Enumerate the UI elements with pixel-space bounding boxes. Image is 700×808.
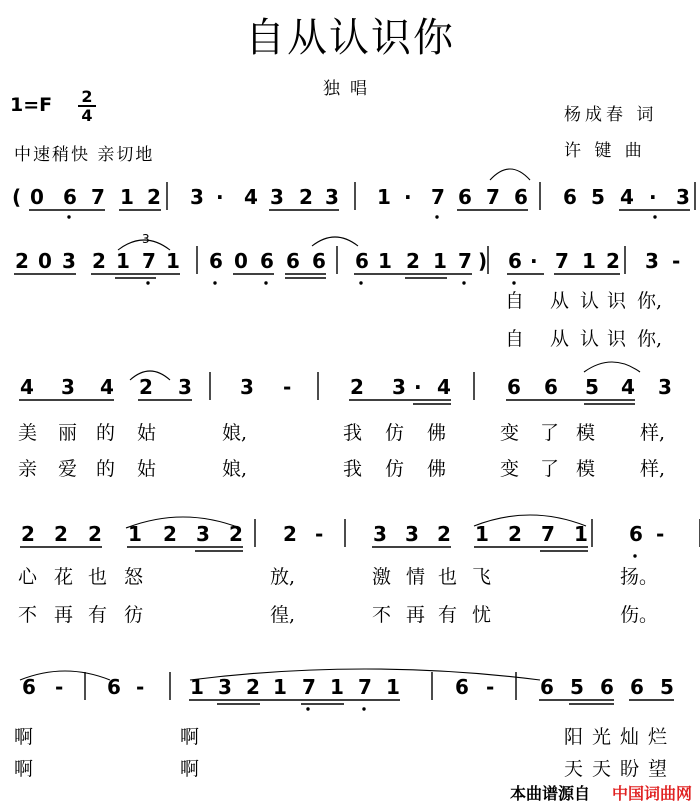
lyric-char: 花	[54, 566, 74, 588]
note: 6	[508, 249, 522, 273]
note: 3	[61, 375, 75, 399]
slur	[312, 237, 358, 246]
lyric-char: 样,	[640, 422, 666, 444]
note: ·	[649, 185, 657, 209]
low-octave-dot	[264, 281, 267, 284]
lyric-char: 有	[438, 604, 458, 626]
note: -	[55, 675, 64, 699]
note: 6	[630, 675, 644, 699]
note: 6	[286, 249, 300, 273]
slur	[584, 362, 640, 372]
performance-type: 独唱	[323, 79, 377, 99]
note: 7	[142, 249, 156, 273]
lyric-char: 扬。	[620, 566, 659, 588]
note: 6	[22, 675, 36, 699]
note: 1	[190, 675, 204, 699]
lyric-char: 不	[18, 604, 38, 626]
lyric-char: 天	[592, 758, 612, 780]
lyric-char: 姑	[137, 458, 157, 480]
note: 5	[570, 675, 584, 699]
note: 1	[120, 185, 134, 209]
lyric-char: 烂	[648, 726, 668, 748]
note: 2	[406, 249, 420, 273]
note: 3	[196, 522, 210, 546]
lyric-char: 自	[505, 290, 525, 312]
lyric-char: 你,	[637, 328, 663, 350]
lyric-char: 佛	[427, 458, 447, 480]
low-octave-dot	[213, 281, 216, 284]
lyric-char: 伤。	[620, 604, 659, 626]
note: 7	[302, 675, 316, 699]
note: 3	[240, 375, 254, 399]
lyric-char: 有	[88, 604, 108, 626]
source-site[interactable]: 中国词曲网	[611, 784, 692, 803]
slur	[474, 515, 586, 526]
note: 6	[209, 249, 223, 273]
lyric-char: 啊	[14, 758, 34, 780]
lyric-char: 变	[500, 422, 520, 444]
lyric-char: 情	[406, 566, 426, 588]
note: 1	[273, 675, 287, 699]
source-note: 本曲谱源自	[509, 784, 590, 803]
low-octave-dot	[653, 215, 656, 218]
lyric-char: 也	[88, 566, 108, 588]
note: 6	[455, 675, 469, 699]
lyric-char: 心	[18, 566, 38, 588]
lyric-char: 我	[343, 422, 363, 444]
note: 3	[178, 375, 192, 399]
lyric-char: 啊	[180, 726, 200, 748]
lyric-char: 亲	[18, 458, 38, 480]
low-octave-dot	[146, 281, 149, 284]
note: 6	[540, 675, 554, 699]
note: 4	[100, 375, 114, 399]
low-octave-dot	[359, 281, 362, 284]
note: 4	[437, 375, 451, 399]
note: 2	[437, 522, 451, 546]
lyric-char: 不	[372, 604, 392, 626]
note: -	[672, 249, 681, 273]
lyric-char: 姑	[137, 422, 157, 444]
note: 7	[458, 249, 472, 273]
low-octave-dot	[512, 281, 515, 284]
note: 4	[620, 185, 634, 209]
note: 3	[218, 675, 232, 699]
note: 1	[475, 522, 489, 546]
note: ·	[530, 249, 538, 273]
lyric-char: 娘,	[222, 458, 248, 480]
note: 1	[378, 249, 392, 273]
note: 4	[621, 375, 635, 399]
lyric-char: 啊	[180, 758, 200, 780]
note: ·	[414, 375, 422, 399]
note: -	[486, 675, 495, 699]
song-title: 自从认识你	[245, 15, 455, 61]
note: ·	[216, 185, 224, 209]
lyric-char: 从	[550, 290, 570, 312]
triplet-mark: 3	[142, 232, 150, 246]
note: -	[136, 675, 145, 699]
note: 0	[38, 249, 52, 273]
note: 6	[514, 185, 528, 209]
lyric-char: 你,	[637, 290, 663, 312]
note: 6	[458, 185, 472, 209]
note: 6	[312, 249, 326, 273]
lyric-char: 了	[540, 422, 560, 444]
lyric-char: 彷	[124, 604, 144, 626]
lyric-char: 盼	[620, 758, 640, 780]
note: 1	[116, 249, 130, 273]
lyric-char: 爱	[58, 458, 78, 480]
lyric-char: 佛	[427, 422, 447, 444]
note: 6	[63, 185, 77, 209]
note: 1	[386, 675, 400, 699]
note: 5	[660, 675, 674, 699]
note: 4	[244, 185, 258, 209]
note: 1	[433, 249, 447, 273]
note: )	[478, 249, 488, 273]
low-octave-dot	[435, 215, 438, 218]
note: 2	[92, 249, 106, 273]
low-octave-dot	[633, 554, 636, 557]
note: 2	[54, 522, 68, 546]
note: 2	[15, 249, 29, 273]
note: 1	[330, 675, 344, 699]
lyric-char: 光	[592, 726, 612, 748]
note: 5	[585, 375, 599, 399]
note: 3	[270, 185, 284, 209]
note: 6	[544, 375, 558, 399]
note: 1	[574, 522, 588, 546]
note: 2	[21, 522, 35, 546]
note: -	[315, 522, 324, 546]
lyric-char: 自	[505, 328, 525, 350]
time-signature-numerator: 2	[78, 88, 96, 107]
note: 7	[431, 185, 445, 209]
lyric-char: 再	[406, 604, 426, 626]
lyric-char: 望	[648, 758, 668, 780]
note: 3	[373, 522, 387, 546]
key-signature: 1=F	[10, 94, 53, 116]
note: 2	[246, 675, 260, 699]
lyric-char: 认	[580, 290, 600, 312]
note: 2	[163, 522, 177, 546]
lyricist-credit: 杨成春 词	[564, 105, 658, 125]
note: 6	[563, 185, 577, 209]
lyric-char: 我	[343, 458, 363, 480]
note: 3	[676, 185, 690, 209]
lyric-char: 怒	[124, 566, 144, 588]
note: 6	[600, 675, 614, 699]
tempo-marking: 中速稍快 亲切地	[14, 145, 155, 165]
lyric-char: 丽	[58, 422, 78, 444]
lyric-char: 忧	[472, 604, 492, 626]
note: -	[656, 522, 665, 546]
note: 5	[591, 185, 605, 209]
note: 2	[229, 522, 243, 546]
lyric-char: 美	[18, 422, 38, 444]
note: 7	[486, 185, 500, 209]
lyric-char: 识	[607, 290, 627, 312]
note: 2	[147, 185, 161, 209]
lyric-char: 天	[564, 758, 584, 780]
note: (	[12, 185, 22, 209]
low-octave-dot	[67, 215, 70, 218]
lyric-char: 娘,	[222, 422, 248, 444]
lyric-char: 识	[607, 328, 627, 350]
note: 3	[405, 522, 419, 546]
note: 3	[658, 375, 672, 399]
note: 1	[377, 185, 391, 209]
note: -	[283, 375, 292, 399]
lyric-char: 仿	[385, 422, 405, 444]
lyric-char: 模	[576, 422, 596, 444]
lyric-char: 飞	[472, 566, 492, 588]
low-octave-dot	[462, 281, 465, 284]
note: 1	[128, 522, 142, 546]
note: 2	[350, 375, 364, 399]
note: 2	[283, 522, 297, 546]
note: 0	[234, 249, 248, 273]
note: 0	[30, 185, 44, 209]
lyric-char: 从	[550, 328, 570, 350]
lyric-char: 激	[372, 566, 392, 588]
note: 7	[541, 522, 555, 546]
lyric-char: 的	[96, 458, 116, 480]
slur	[126, 517, 240, 528]
note: 7	[91, 185, 105, 209]
note: 2	[88, 522, 102, 546]
note: 7	[358, 675, 372, 699]
lyric-char: 放,	[270, 566, 296, 588]
note: 6	[107, 675, 121, 699]
lyric-char: 阳	[564, 726, 584, 748]
note: 6	[260, 249, 274, 273]
lyric-char: 灿	[620, 726, 640, 748]
note: 7	[555, 249, 569, 273]
note: 2	[606, 249, 620, 273]
note: 3	[62, 249, 76, 273]
note: 6	[507, 375, 521, 399]
note: 3	[392, 375, 406, 399]
slur	[490, 169, 530, 180]
note: 1	[166, 249, 180, 273]
lyric-char: 也	[438, 566, 458, 588]
lyric-char: 啊	[14, 726, 34, 748]
low-octave-dot	[362, 707, 365, 710]
time-signature-denominator: 4	[81, 106, 93, 125]
note: 2	[299, 185, 313, 209]
note: ·	[404, 185, 412, 209]
lyric-char: 仿	[385, 458, 405, 480]
lyric-char: 变	[500, 458, 520, 480]
note: 3	[325, 185, 339, 209]
lyric-char: 徨,	[270, 604, 296, 626]
lyric-char: 认	[580, 328, 600, 350]
low-octave-dot	[306, 707, 309, 710]
note: 2	[508, 522, 522, 546]
lyric-char: 模	[576, 458, 596, 480]
lyric-char: 了	[540, 458, 560, 480]
lyric-char: 的	[96, 422, 116, 444]
note: 3	[645, 249, 659, 273]
composer-credit: 许 键 曲	[564, 141, 646, 161]
lyric-char: 样,	[640, 458, 666, 480]
note: 6	[629, 522, 643, 546]
note: 4	[20, 375, 34, 399]
note: 1	[582, 249, 596, 273]
note: 2	[139, 375, 153, 399]
note: 6	[355, 249, 369, 273]
note: 3	[190, 185, 204, 209]
lyric-char: 再	[54, 604, 74, 626]
